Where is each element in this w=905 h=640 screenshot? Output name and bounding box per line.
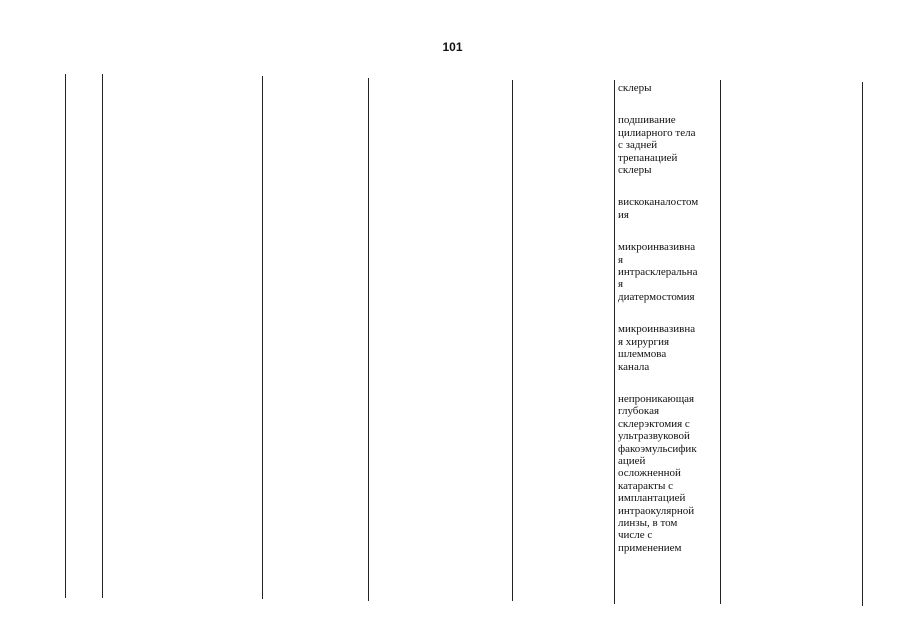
procedure-line: ультразвуковой	[618, 430, 690, 443]
procedure-line: с задней	[618, 139, 658, 152]
procedure-line: применением	[618, 541, 682, 554]
page-number: 101	[442, 40, 463, 54]
procedure-line: микроинвазивна	[618, 241, 696, 254]
procedure-line: трепанацией	[618, 151, 678, 164]
procedure-line: числе с	[618, 529, 653, 542]
procedure-line: я хирургия	[618, 335, 670, 348]
procedure-line: осложненной	[618, 467, 681, 480]
procedure-line: линзы, в том	[618, 516, 678, 529]
procedure-line: склерэктомия с	[618, 417, 690, 430]
table-rule	[262, 76, 263, 599]
procedure-item	[618, 323, 718, 373]
procedure-line: микроинвазивна	[618, 323, 696, 336]
procedure-line: цилиарного тела	[618, 126, 696, 139]
procedure-line: склеры	[618, 82, 652, 94]
procedure-item	[618, 82, 718, 94]
procedure-line: непроникающая	[618, 392, 695, 405]
procedure-item	[618, 196, 718, 221]
procedure-line: ацией	[618, 454, 646, 467]
procedures-cell	[618, 82, 718, 574]
procedure-line: я	[618, 253, 624, 266]
procedure-line: вискоканалостом	[618, 196, 699, 209]
procedure-item	[618, 393, 718, 554]
procedure-line: канала	[618, 360, 650, 373]
procedure-line: ия	[618, 208, 629, 221]
procedure-line: интрасклеральна	[618, 266, 698, 279]
table-rule	[102, 74, 103, 598]
table-rule	[862, 82, 863, 606]
procedure-line: диатермостомия	[618, 290, 695, 303]
procedure-line: глубокая	[618, 405, 660, 418]
table-rule	[614, 80, 615, 604]
procedure-line: я	[618, 278, 624, 291]
procedure-item	[618, 114, 718, 176]
procedure-line: факоэмульсифик	[618, 442, 697, 455]
procedure-line: имплантацией	[618, 492, 686, 505]
procedure-item	[618, 241, 718, 303]
table-rule	[65, 74, 66, 598]
procedure-line: интраокулярной	[618, 504, 695, 517]
procedure-line: шлеммова	[618, 348, 667, 361]
table-rule	[720, 80, 721, 604]
table-rule	[368, 78, 369, 601]
procedure-line: подшивание	[618, 114, 676, 127]
procedure-line: катаракты с	[618, 479, 674, 492]
table-rule	[512, 80, 513, 601]
procedure-line: склеры	[618, 164, 652, 177]
